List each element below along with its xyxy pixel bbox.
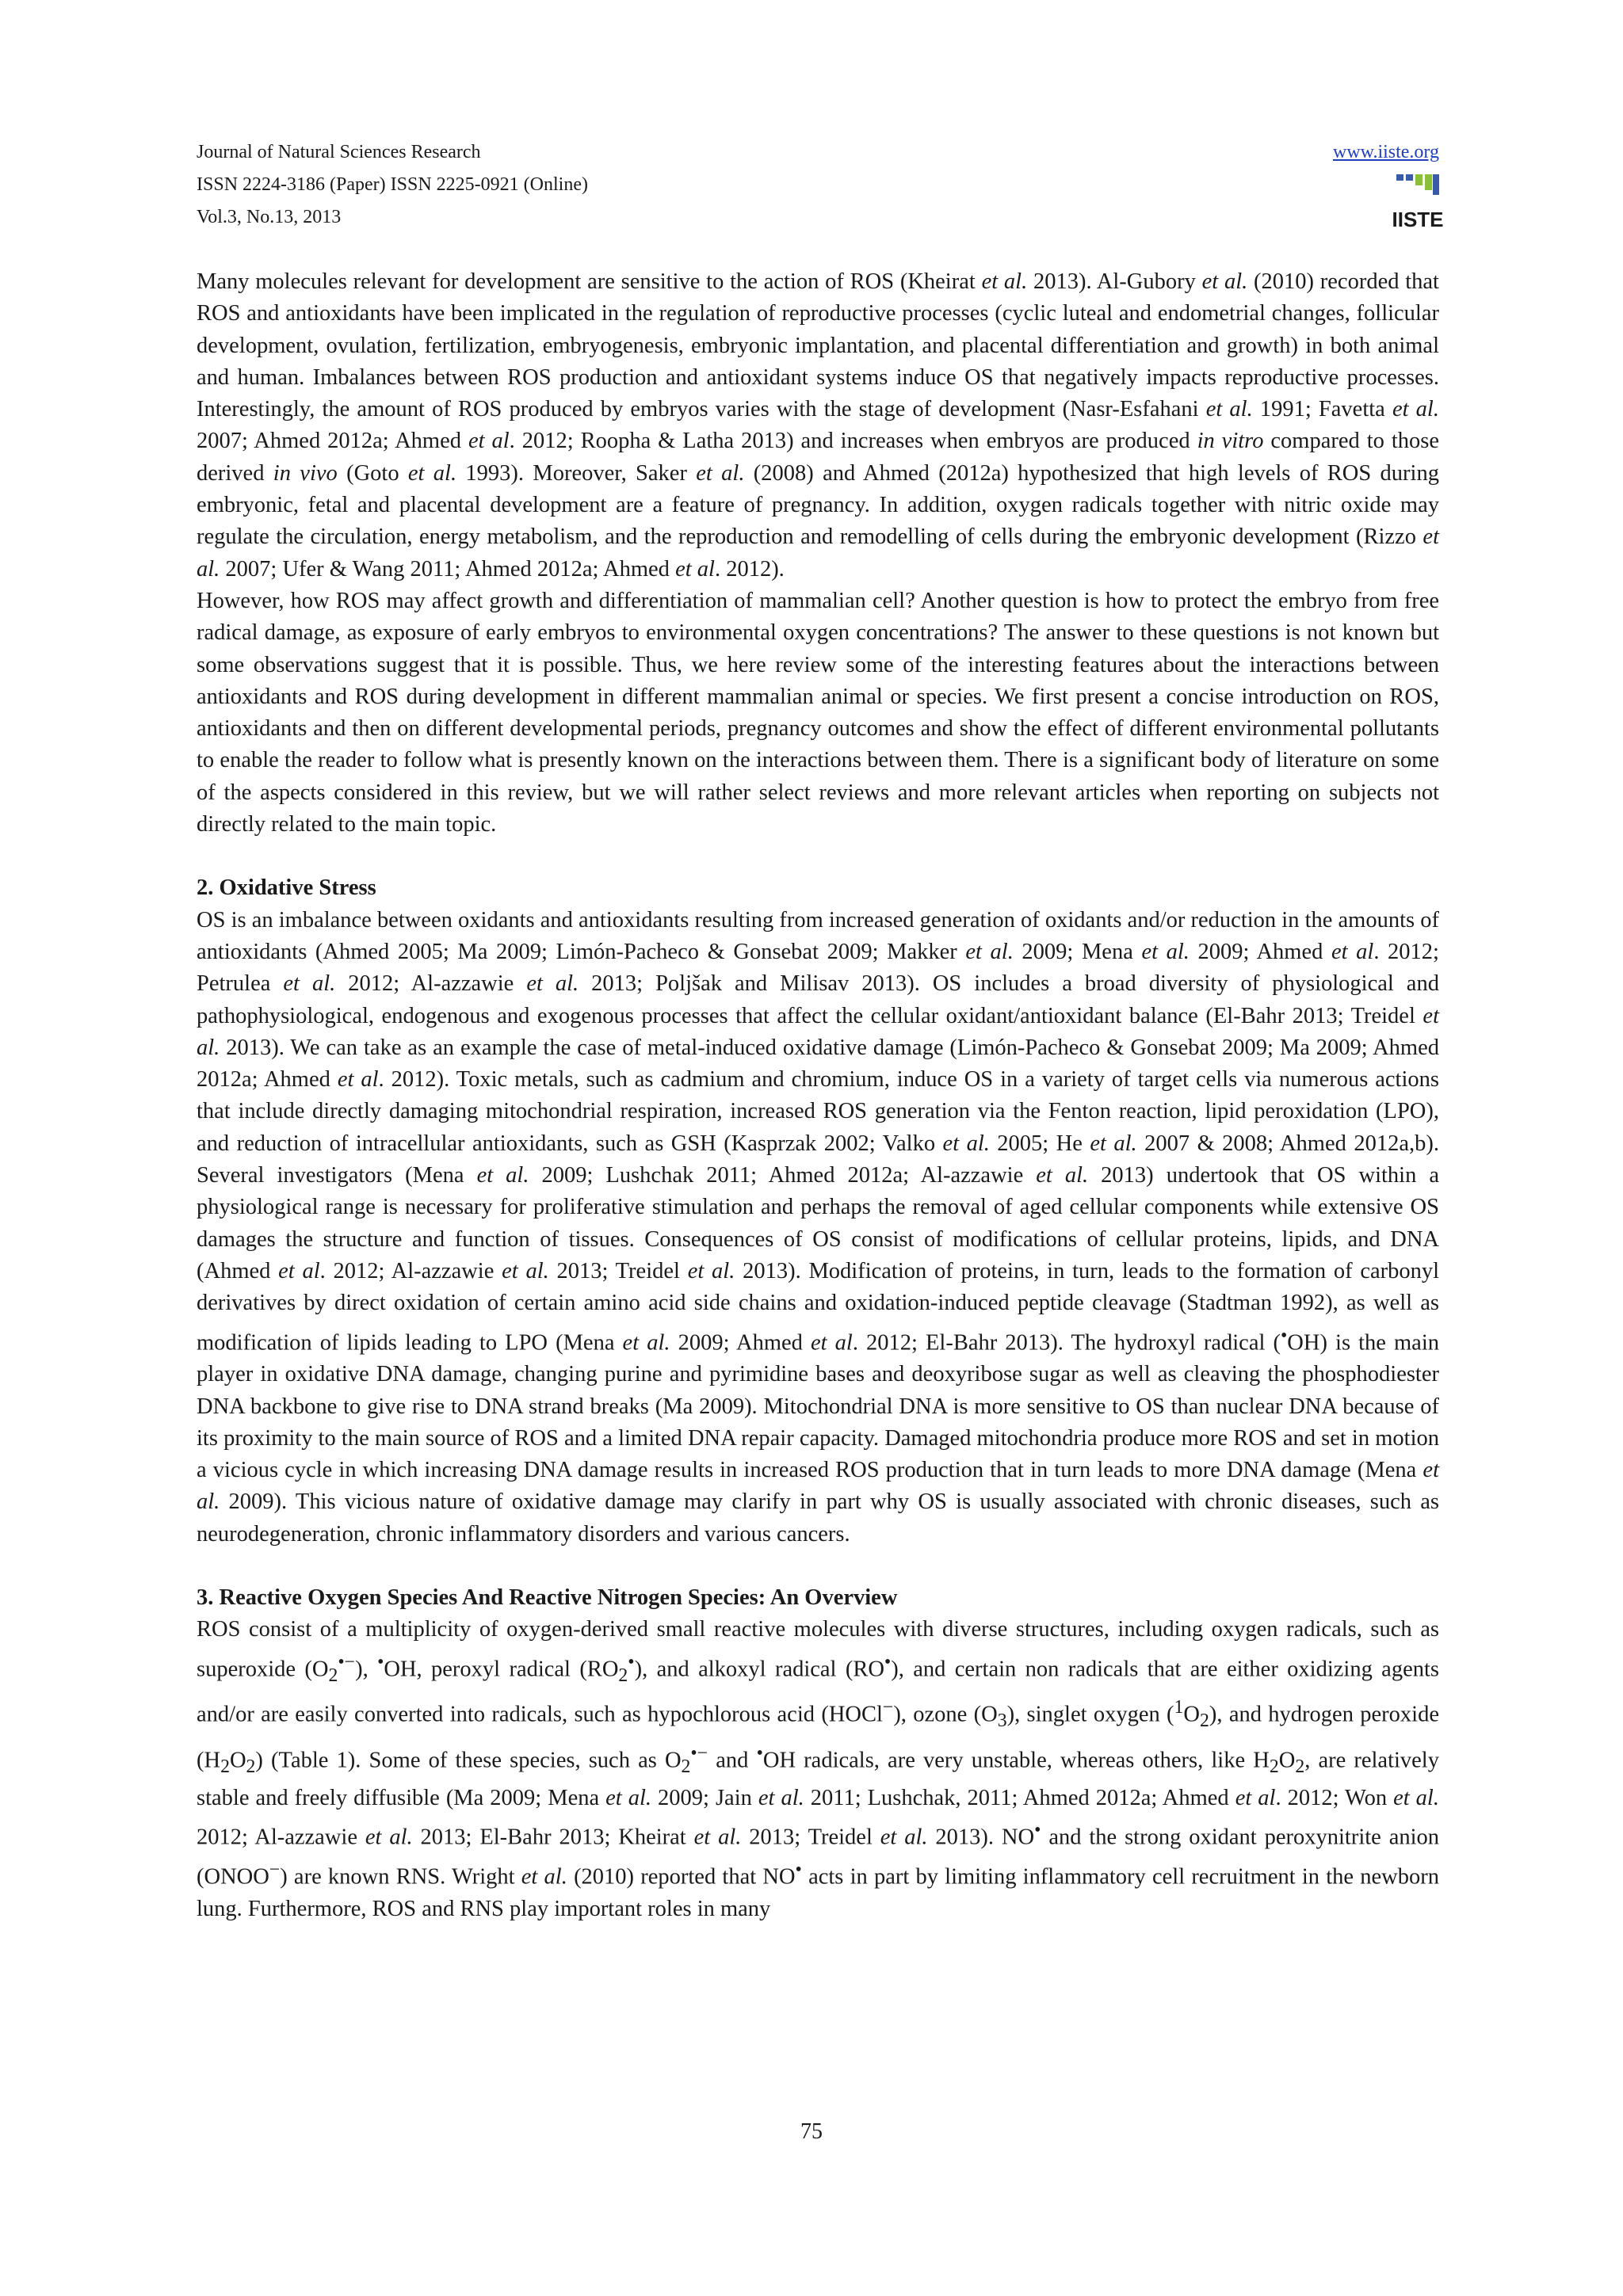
iiste-logo (1392, 174, 1444, 231)
section-heading: 3. Reactive Oxygen Species And Reactive Nitrogen Species: An Overview (197, 1585, 898, 1611)
logo-text: IISTE (1392, 208, 1444, 231)
paragraph: Many molecules relevant for development are sensitive to the action of ROS (Kheirat et al. 2013). Al-Gubory et al. (2010) recorded that ROS and antioxidants have been implicated in the regulation of reproductive processes (cyclic luteal and endometrial changes, follicular development, ovulation, fertilization, embryogenesis, embryonic implantation, and placental differentiation and growth) in both animal and human. Imbalances between ROS production and antioxidant systems induce OS that negatively impacts reproductive processes. Interestingly, the amount of ROS produced by embryos varies with the stage of development (Nasr-Esfahani et al. 1991; Favetta et al. 2007; Ahmed 2012a; Ahmed et al. 2012; Roopha & Latha 2013) and increases when embryos are produced in vitro compared to those derived in vivo (Goto et al. 1993). Moreover, Saker et al. (2008) and Ahmed (2012a) hypothesized that high levels of ROS during embryonic, fetal and placental development are a feature of pregnancy. In addition, oxygen radicals together with nitric oxide may regulate the circulation, energy metabolism, and the reproduction and remodelling of cells during the embryonic development (Rizzo et al. 2007; Ufer & Wang 2011; Ahmed 2012a; Ahmed et al. 2012). (197, 269, 1439, 582)
page-header (197, 136, 1444, 234)
journal-title: Journal of Natural Sciences Research (197, 142, 481, 162)
paragraph: However, how ROS may affect growth and differentiation of mammalian cell? Another question is how to protect the embryo from free radical damage, as exposure of early embryos to environmental oxygen concentrations? The answer to these questions is not known but some observations suggest that it is possible. Thus, we here review some of the interesting features about the interactions between antioxidants and ROS during development in different mammalian animal or species. We first present a concise introduction on ROS, antioxidants and then on different developmental periods, pregnancy outcomes and show the effect of different environmental pollutants to enable the reader to follow what is presently known on the interactions between them. There is a significant body of literature on some of the aspects considered in this review, but we will rather select reviews and more relevant articles when reporting on subjects not directly related to the main topic. (197, 588, 1439, 837)
article-body (197, 266, 1439, 1925)
page-number: 75 (800, 2119, 823, 2144)
issn-line: ISSN 2224-3186 (Paper) ISSN 2225-0921 (Online) (197, 174, 588, 195)
site-link[interactable]: www.iiste.org (1333, 142, 1439, 162)
section-body: ROS consist of a multiplicity of oxygen-derived small reactive molecules with diverse structures, including oxygen radicals, such as superoxide $(O_2^{•-})$, •OH, peroxyl radical $(RO_2^•)$, and alkoxyl radical (RO•), and certain non radicals that are either oxidizing agents and/or are easily converted into radicals, such as hypochlorous acid (HOCl−), ozone $(O_3)$, singlet oxygen $(^1O_2)$, and hydrogen peroxide $(H_2O_2)$ (Table 1). Some of these species, such as $O_2^{•-}$ and •OH radicals, are very unstable, whereas others, like $H_2O_2$, are relatively stable and freely diffusible (Ma 2009; Mena et al. 2009; Jain et al. 2011; Lushchak, 2011; Ahmed 2012a; Ahmed et al. 2012; Won et al. 2012; Al-azzawie et al. 2013; El-Bahr 2013; Kheirat et al. 2013; Treidel et al. 2013). NO• and the strong oxidant peroxynitrite anion (ONOO−) are known RNS. Wright et al. (2010) reported that NO• acts in part by limiting inflammatory cell recruitment in the newborn lung. Furthermore, ROS and RNS play important roles in many (197, 1617, 1440, 1922)
section-heading: 2. Oxidative Stress (197, 875, 376, 901)
volume-line: Vol.3, No.13, 2013 (197, 207, 342, 227)
section-body: OS is an imbalance between oxidants and antioxidants resulting from increased generation of oxidants and/or reduction in the amounts of antioxidants (Ahmed 2005; Ma 2009; Limón-Pacheco & Gonsebat 2009; Makker et al. 2009; Mena et al. 2009; Ahmed et al. 2012; Petrulea et al. 2012; Al-azzawie et al. 2013; Poljšak and Milisav 2013). OS includes a broad diversity of physiological and pathophysiological, endogenous and exogenous processes that affect the cellular oxidant/antioxidant balance (El-Bahr 2013; Treidel et al. 2013). We can take as an example the case of metal-induced oxidative damage (Limón-Pacheco & Gonsebat 2009; Ma 2009; Ahmed 2012a; Ahmed et al. 2012). Toxic metals, such as cadmium and chromium, induce OS in a variety of target cells via numerous actions that include directly damaging mitochondrial respiration, increased ROS generation via the Fenton reaction, lipid peroxidation (LPO), and reduction of intracellular antioxidants, such as GSH (Kasprzak 2002; Valko et al. 2005; He et al. 2007 & 2008; Ahmed 2012a,b). Several investigators (Mena et al. 2009; Lushchak 2011; Ahmed 2012a; Al-azzawie et al. 2013) undertook that OS within a physiological range is necessary for proliferative stimulation and perhaps the removal of aged cellular components while extensive OS damages the structure and function of tissues. Consequences of OS consist of modifications of cellular proteins, lipids, and DNA (Ahmed et al. 2012; Al-azzawie et al. 2013; Treidel et al. 2013). Modification of proteins, in turn, leads to the formation of carbonyl derivatives by direct oxidation of certain amino acid side chains and oxidation-induced peptide cleavage (Stadtman 1992), as well as modification of lipids leading to LPO (Mena et al. 2009; Ahmed et al. 2012; El-Bahr 2013). The hydroxyl radical (•OH) is the main player in oxidative DNA damage, changing purine and pyrimidine bases and deoxyribose sugar as well as cleaving the phosphodiester DNA backbone to give rise to DNA strand breaks (Ma 2009). Mitochondrial DNA is more sensitive to OS than nuclear DNA because of its proximity to the main source of ROS and a limited DNA repair capacity. Damaged mitochondria produce more ROS and set in motion a vicious cycle in which increasing DNA damage results in increased ROS production that in turn leads to more DNA damage (Mena et al. 2009). This vicious nature of oxidative damage may clarify in part why OS is usually associated with chronic diseases, such as neurodegeneration, chronic inflammatory disorders and various cancers. (197, 907, 1440, 1547)
